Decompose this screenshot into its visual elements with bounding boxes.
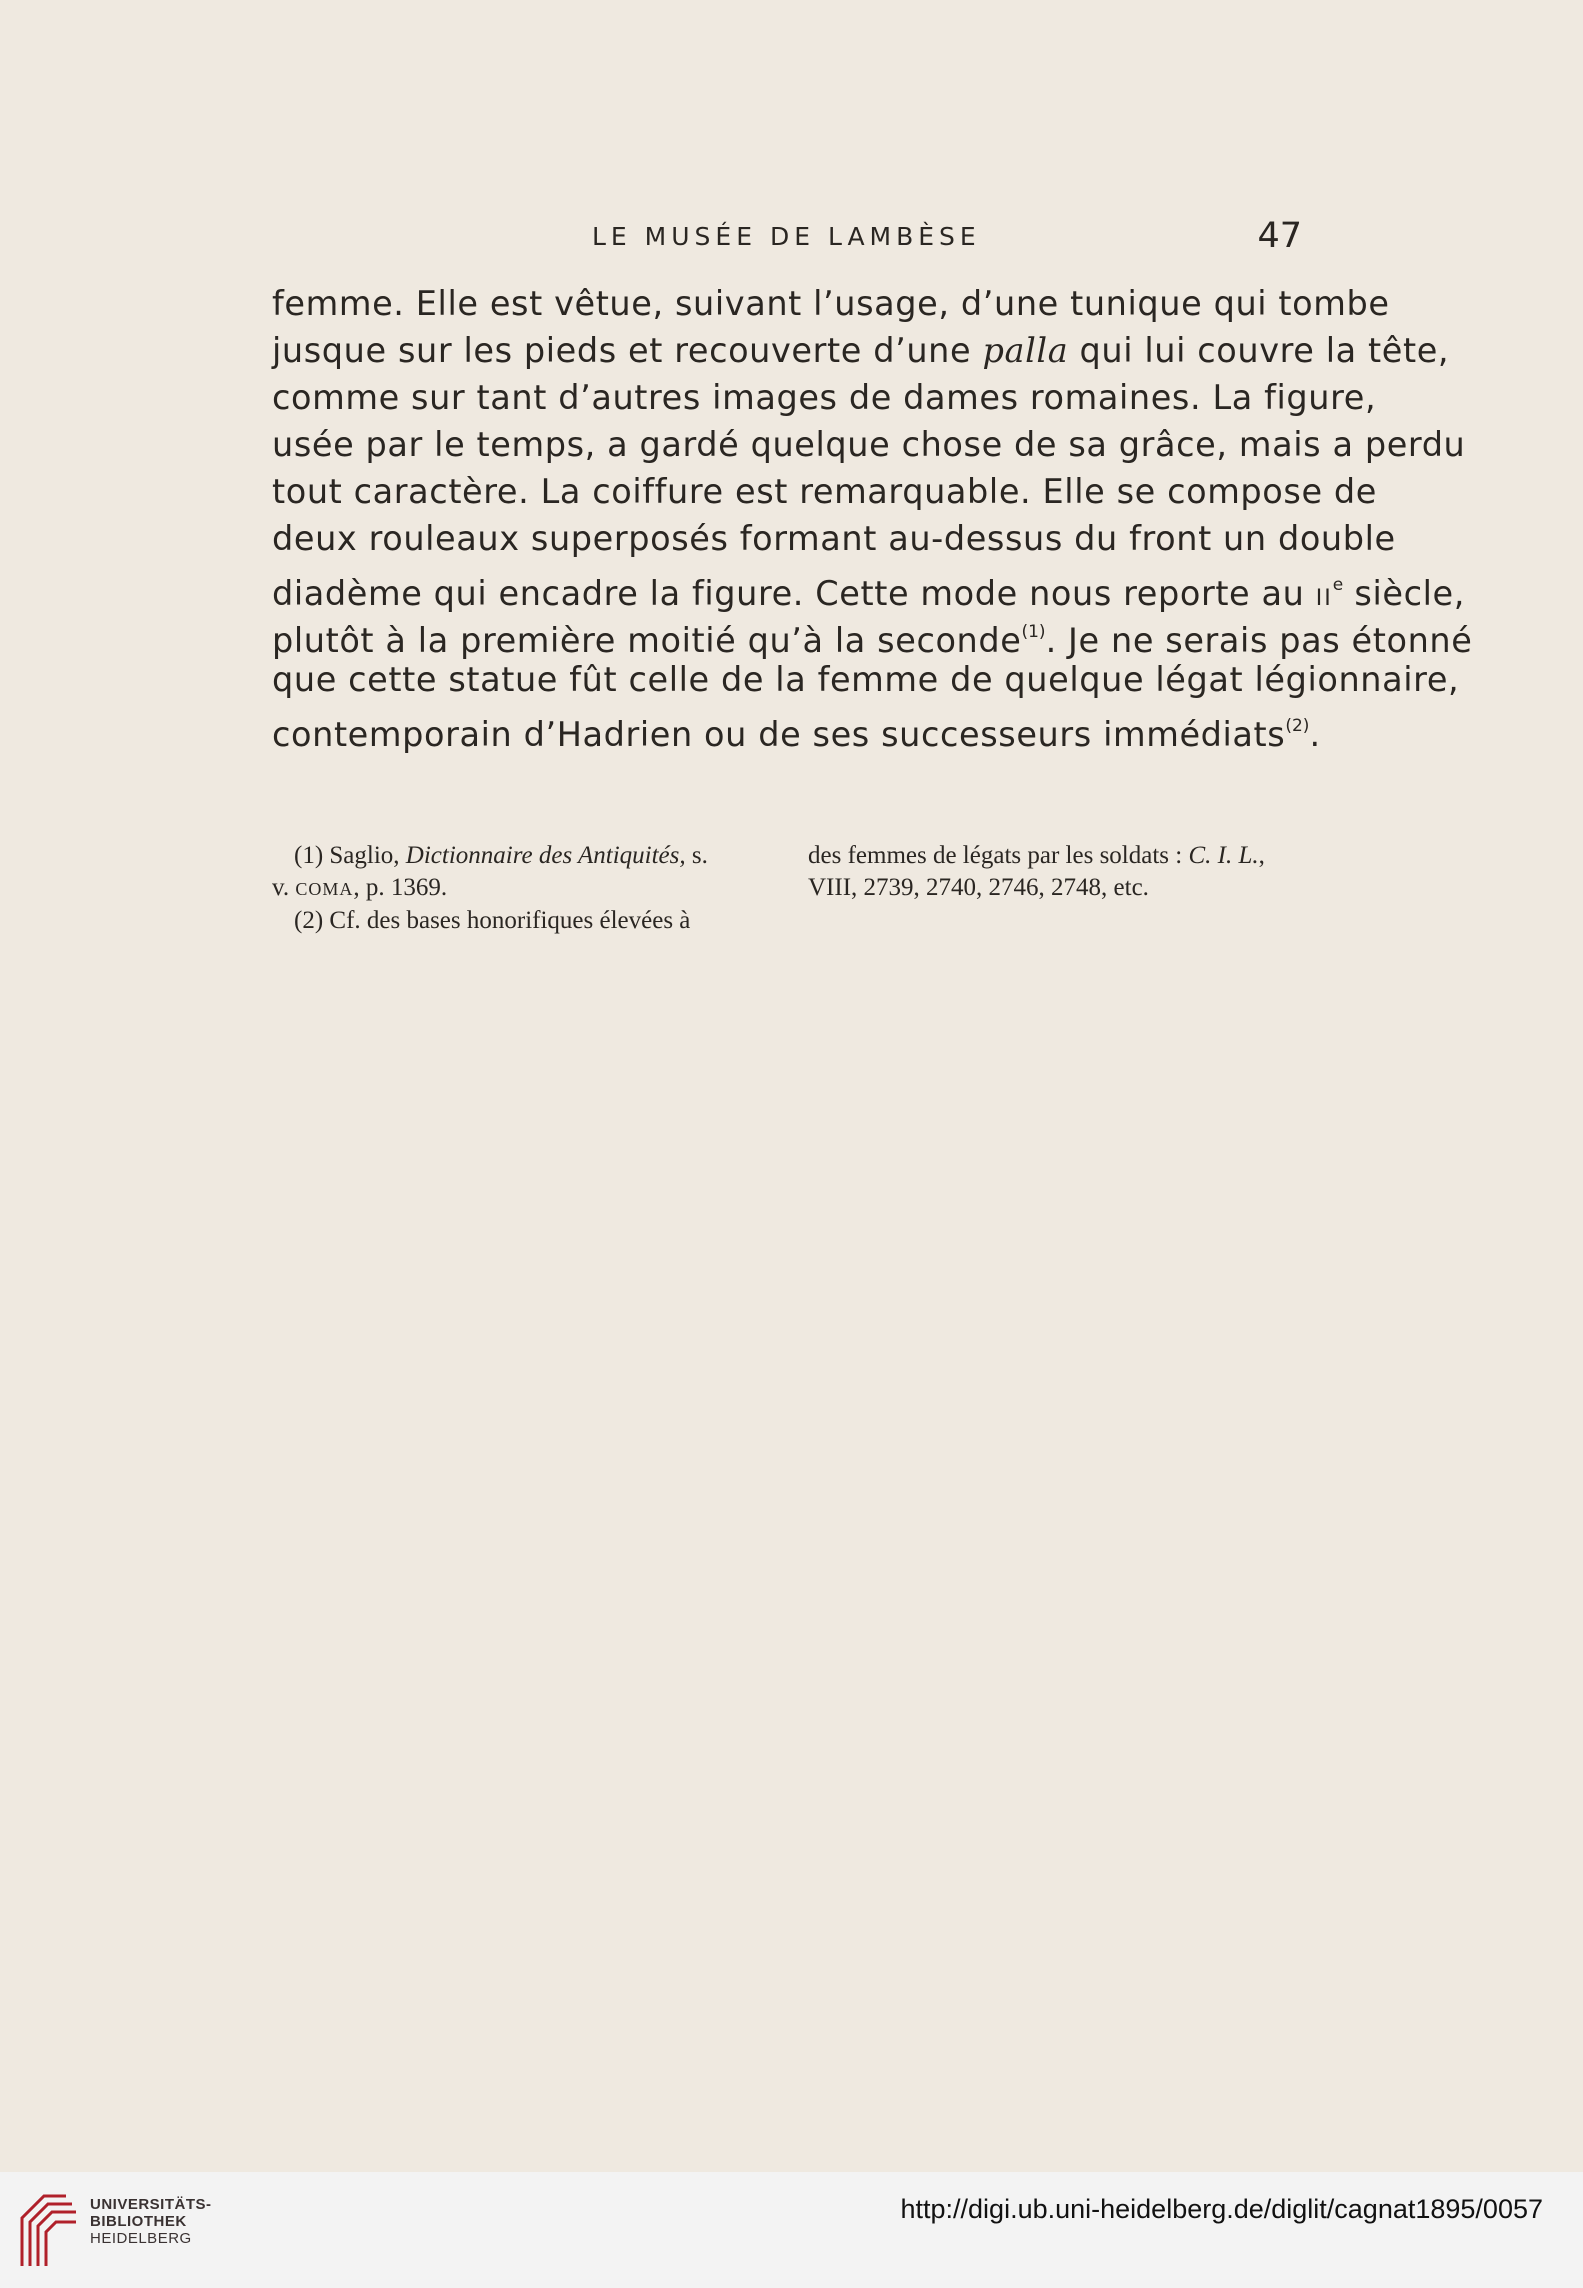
text-span: comme sur tant d’autres images de dames romaines. La figure, bbox=[272, 378, 1377, 417]
text-line bbox=[272, 609, 1473, 660]
text-line bbox=[272, 280, 1390, 327]
text-span: jusque sur les pieds et recouverte d’une bbox=[272, 331, 983, 370]
footnote-ref-2: (2) bbox=[1285, 716, 1310, 736]
text-span: VIII, 2739, 2740, 2746, 2748, etc. bbox=[808, 874, 1149, 901]
running-title: LE MUSÉE DE LAMBÈSE bbox=[592, 222, 981, 251]
library-name-line: HEIDELBERG bbox=[90, 2230, 192, 2247]
text-line bbox=[272, 656, 1460, 703]
text-span: siècle, bbox=[1343, 574, 1465, 613]
text-line bbox=[272, 562, 1465, 613]
smallcaps-word: COMA bbox=[295, 879, 354, 899]
footnote-ref-1: (1) bbox=[1021, 622, 1046, 642]
text-span: femme. Elle est vêtue, suivant l’usage, d’une tunique qui tombe bbox=[272, 284, 1390, 323]
century-numeral: II bbox=[1315, 586, 1333, 611]
text-span: diadème qui encadre la figure. Cette mode nous reporte au bbox=[272, 574, 1316, 613]
text-line bbox=[272, 515, 1396, 562]
library-name bbox=[90, 2196, 212, 2247]
text-span: . Je ne serais pas étonné bbox=[1045, 621, 1473, 660]
footnote-line bbox=[272, 872, 784, 905]
text-span: plutôt à la première moitié qu’à la seconde bbox=[272, 621, 1022, 660]
digitization-footer bbox=[0, 2172, 1583, 2288]
text-span: v. bbox=[272, 874, 296, 901]
italic-title: Dictionnaire des Antiquités, bbox=[405, 842, 686, 869]
text-span: (2) Cf. des bases honorifiques élevées à bbox=[294, 907, 691, 934]
text-line bbox=[272, 327, 1450, 374]
text-span: . bbox=[1309, 715, 1321, 754]
text-span: des femmes de légats par les soldats : bbox=[808, 842, 1189, 869]
footnote-column-right bbox=[808, 840, 1298, 904]
body-text bbox=[272, 280, 1473, 754]
text-line bbox=[272, 468, 1377, 515]
text-span: contemporain d’Hadrien ou de ses successeurs immédiats bbox=[272, 715, 1286, 754]
italic-word: palla bbox=[982, 331, 1069, 370]
text-span: tout caractère. La coiffure est remarquable. Elle se compose de bbox=[272, 472, 1377, 511]
footnote-line bbox=[808, 840, 1298, 872]
footnote-line bbox=[294, 905, 784, 937]
superscript: e bbox=[1332, 575, 1344, 595]
text-line bbox=[272, 421, 1466, 468]
text-line bbox=[272, 374, 1377, 421]
text-span: , bbox=[1258, 842, 1265, 869]
text-span: , p. 1369. bbox=[353, 874, 448, 901]
permalink-url[interactable]: http://digi.ub.uni-heidelberg.de/diglit/cagnat1895/0057 bbox=[900, 2194, 1543, 2224]
italic-abbrev: C. I. L. bbox=[1188, 842, 1259, 869]
footnote-column-left bbox=[272, 840, 784, 937]
text-span: deux rouleaux superposés formant au-dessus du front un double bbox=[272, 519, 1396, 558]
footnote-line bbox=[808, 872, 1298, 904]
page-number: 47 bbox=[1257, 216, 1302, 256]
library-name-line: BIBLIOTHEK bbox=[90, 2213, 187, 2230]
heidelberg-library-logo-icon[interactable] bbox=[14, 2188, 82, 2272]
text-span: qui lui couvre la tête, bbox=[1068, 331, 1450, 370]
footnote-line bbox=[294, 840, 784, 872]
library-name-line: UNIVERSITÄTS- bbox=[90, 2196, 212, 2213]
text-span: usée par le temps, a gardé quelque chose de sa grâce, mais a perdu bbox=[272, 425, 1466, 464]
text-span: (1) Saglio, bbox=[294, 842, 406, 869]
text-span: s. bbox=[685, 842, 708, 869]
text-span: que cette statue fût celle de la femme de quelque légat légionnaire, bbox=[272, 660, 1460, 699]
text-line bbox=[272, 703, 1321, 754]
